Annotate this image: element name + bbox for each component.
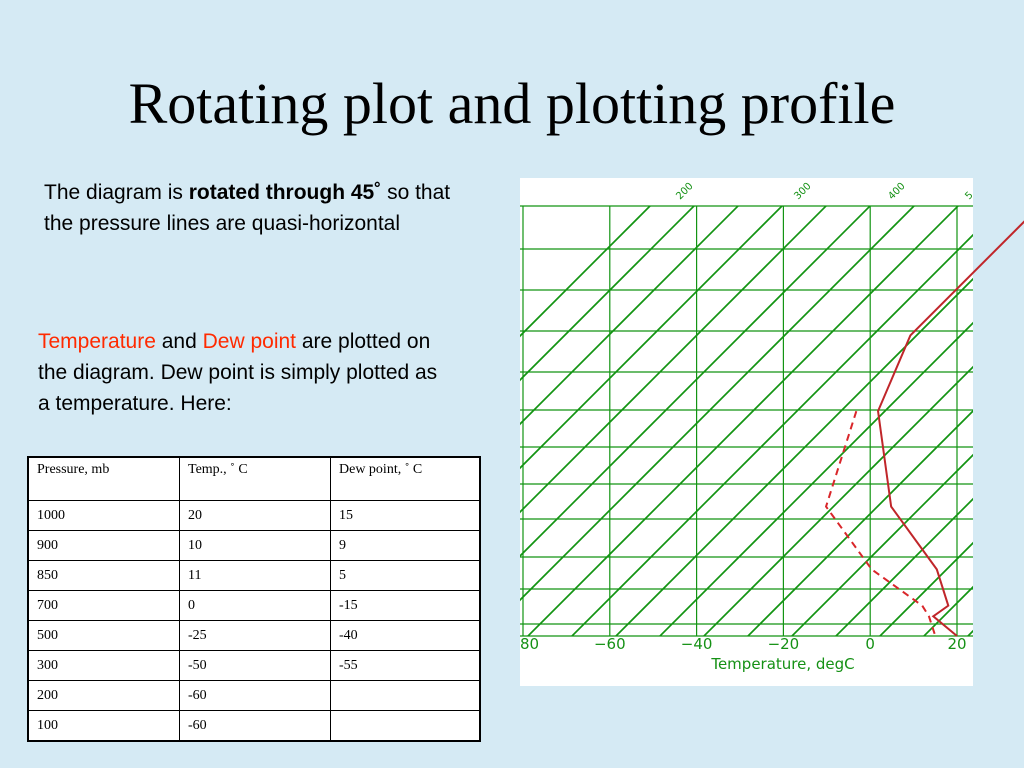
rotation-explanation — [44, 177, 464, 239]
x-tick-label: −20 — [767, 635, 800, 653]
isotherm-label: 200 — [674, 180, 696, 203]
isotherm-line — [708, 176, 1024, 676]
dew-point-word: Dew point — [202, 330, 296, 353]
table-cell: -15 — [331, 591, 481, 621]
isotherm-line — [928, 176, 1024, 676]
table-cell: 9 — [331, 531, 481, 561]
table-cell: -40 — [331, 621, 481, 651]
table-cell: 900 — [28, 531, 180, 561]
table-cell: -55 — [331, 651, 481, 681]
temperature-word: Temperature — [38, 330, 156, 353]
skew-t-svg — [520, 178, 976, 686]
table-row — [28, 501, 480, 531]
table-cell: -50 — [180, 651, 331, 681]
table-row — [28, 711, 480, 742]
table-row — [28, 651, 480, 681]
isotherm-line — [884, 176, 1024, 676]
table-cell: 20 — [180, 501, 331, 531]
isotherm-line — [972, 176, 1024, 676]
x-tick-label: 80 — [520, 635, 540, 653]
table-cell: 500 — [28, 621, 180, 651]
table-header-cell: Temp., ˚ C — [180, 457, 331, 501]
table-cell: 100 — [28, 711, 180, 742]
table-cell: -25 — [180, 621, 331, 651]
table-cell: 200 — [28, 681, 180, 711]
x-tick-label: −40 — [680, 635, 713, 653]
skew-t-chart — [520, 178, 976, 686]
table-row — [28, 531, 480, 561]
dew-point-profile-line — [826, 411, 935, 636]
isotherm-line — [1016, 176, 1024, 676]
table-row — [28, 681, 480, 711]
table-cell: 850 — [28, 561, 180, 591]
plotting-explanation — [38, 326, 438, 419]
isotherm-line — [796, 176, 1024, 676]
table-cell — [331, 681, 481, 711]
table-cell: -60 — [180, 711, 331, 742]
table-cell: 10 — [180, 531, 331, 561]
table-cell: 11 — [180, 561, 331, 591]
and-word: and — [155, 330, 203, 353]
table-cell: 700 — [28, 591, 180, 621]
x-tick-label: 0 — [865, 635, 875, 653]
slide-title: Rotating plot and plotting profile — [128, 71, 896, 136]
x-tick-label: 20 — [947, 635, 967, 653]
table-cell: 300 — [28, 651, 180, 681]
isotherm-line — [620, 176, 1024, 676]
table-header-cell: Pressure, mb — [28, 457, 180, 501]
table-cell: 1000 — [28, 501, 180, 531]
isotherm-line — [840, 176, 1024, 676]
table-header-row — [28, 457, 480, 501]
isotherm-label: 5 — [963, 189, 976, 203]
isotherm-label: 300 — [792, 180, 814, 203]
isotherm-label: 400 — [886, 180, 908, 203]
isotherm-line — [752, 176, 1024, 676]
table-row — [28, 591, 480, 621]
sounding-table — [27, 456, 481, 742]
rotation-text-bold: rotated through 45˚ — [188, 181, 382, 204]
table-cell: 0 — [180, 591, 331, 621]
table-header-cell: Dew point, ˚ C — [331, 457, 481, 501]
table-cell: -60 — [180, 681, 331, 711]
x-tick-label: −60 — [593, 635, 626, 653]
rotation-text-post: so that the pressure lines are quasi-horizontal — [44, 181, 451, 235]
table-row — [28, 561, 480, 591]
x-axis-title: Temperature, degC — [711, 655, 855, 673]
plotting-text-rest: are plotted on the diagram. Dew point is simply plotted as a temperature. Here: — [38, 330, 438, 415]
table-cell: 5 — [331, 561, 481, 591]
isotherm-line — [664, 176, 1024, 676]
table-cell — [331, 711, 481, 742]
table-row — [28, 621, 480, 651]
table-cell: 15 — [331, 501, 481, 531]
rotation-text-pre: The diagram is — [44, 181, 189, 204]
